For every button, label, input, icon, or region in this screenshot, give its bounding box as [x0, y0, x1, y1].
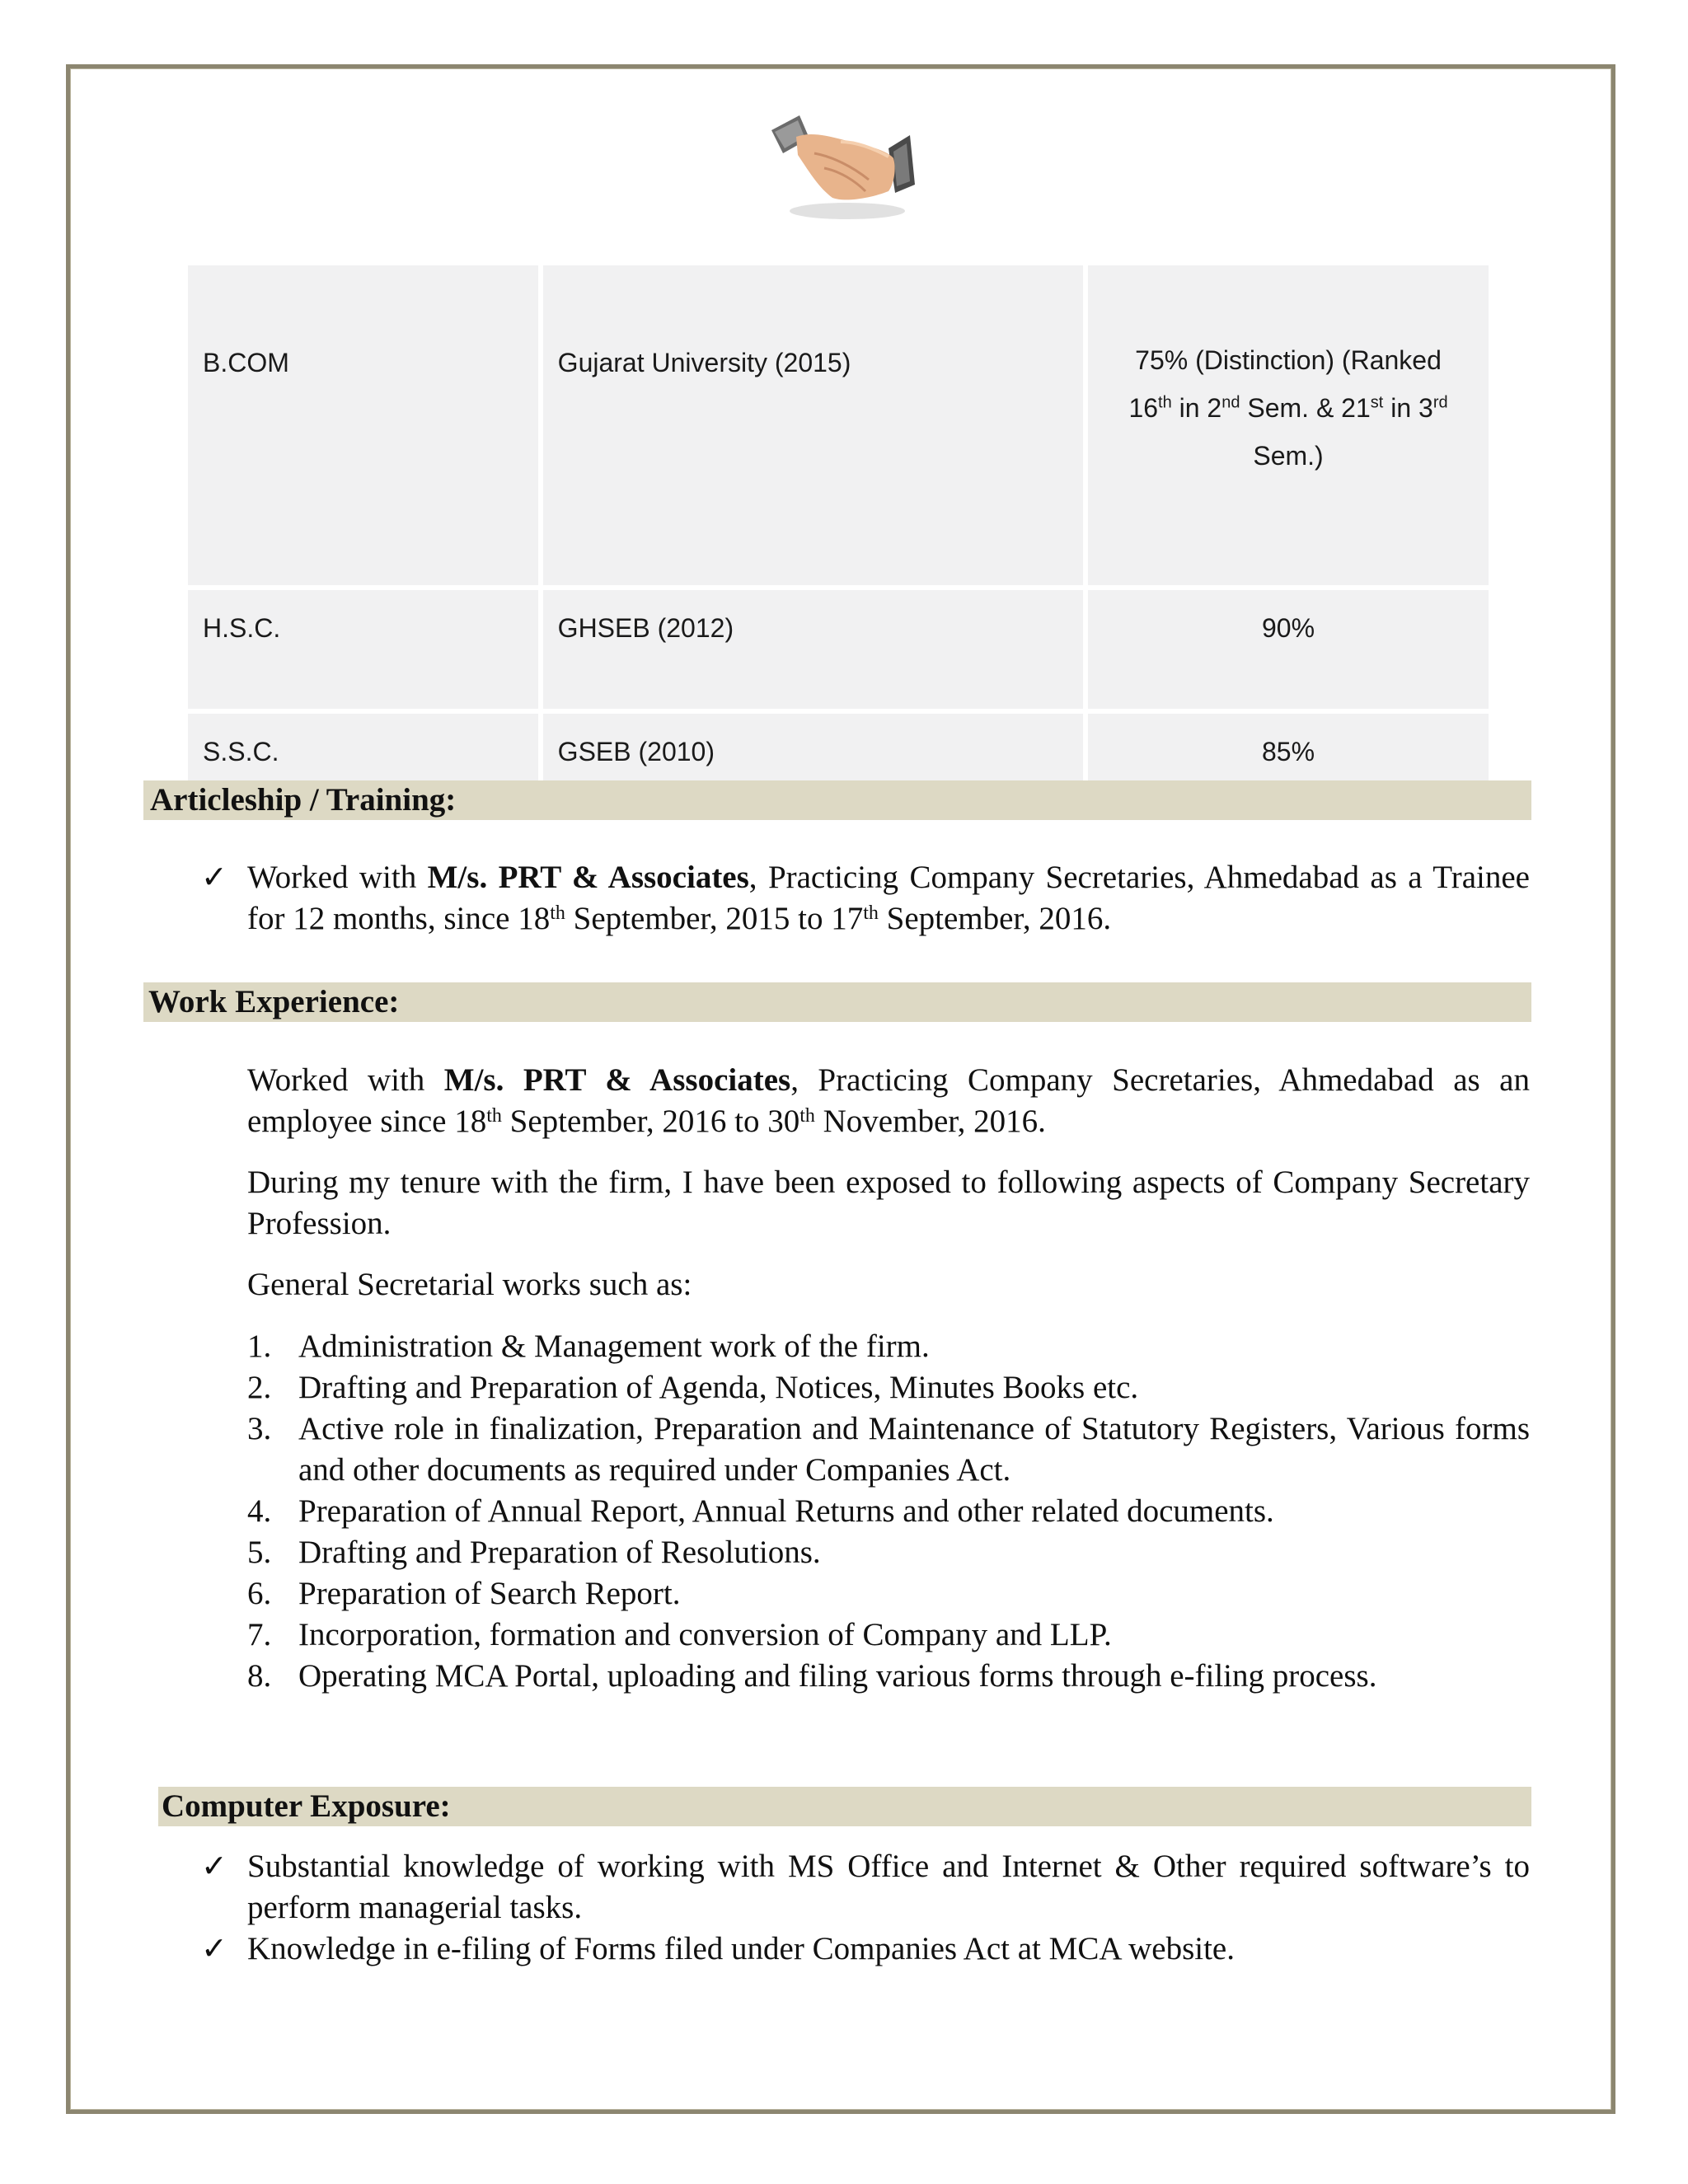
work-duties-list: [247, 1326, 1530, 1697]
handshake-icon: [765, 105, 921, 229]
check-icon: ✓: [201, 1932, 227, 1966]
list-item: 8. Operating MCA Portal, uploading and filing various forms through e-filing process.: [247, 1658, 1377, 1694]
check-icon: ✓: [201, 1849, 227, 1884]
result-cell: 75% (Distinction) (Ranked 16th in 2nd Sem. & 21st in 3rd Sem.): [1088, 265, 1489, 585]
qualification-cell: H.S.C.: [188, 590, 538, 709]
list-item: 5. Drafting and Preparation of Resolutions.: [247, 1535, 821, 1570]
list-item: 1. Administration & Management work of the firm.: [247, 1329, 930, 1364]
list-item: 4. Preparation of Annual Report, Annual Returns and other related documents.: [247, 1493, 1274, 1529]
articleship-text: Worked with M/s. PRT & Associates, Practicing Company Secretaries, Ahmedabad as a Trainee for 12 months, since 18th September, 2015 to 17th September, 2016.: [247, 860, 1530, 936]
education-table: [183, 260, 1493, 813]
board-cell: GHSEB (2012): [543, 590, 1083, 709]
board-cell: Gujarat University (2015): [543, 265, 1083, 585]
computer-item: Knowledge in e-filing of Forms filed under Companies Act at MCA website.: [247, 1931, 1235, 1966]
qualification-cell: B.COM: [188, 265, 538, 585]
board-cell: GSEB (2010): [543, 714, 1083, 808]
check-icon: ✓: [201, 860, 227, 895]
list-item: 6. Preparation of Search Report.: [247, 1576, 681, 1611]
table-row: [188, 590, 1489, 709]
work-experience-heading: Work Experience:: [143, 982, 1531, 1022]
table-row: [188, 265, 1489, 585]
list-item: 3. Active role in finalization, Preparation and Maintenance of Statutory Registers, Various forms and other documents as required under Companies Act.: [247, 1411, 1530, 1488]
work-tenure: During my tenure with the firm, I have been exposed to following aspects of Company Secretary Profession.: [247, 1165, 1530, 1241]
list-item: 2. Drafting and Preparation of Agenda, Notices, Minutes Books etc.: [247, 1370, 1139, 1405]
result-cell: 90%: [1088, 590, 1489, 709]
computer-item: Substantial knowledge of working with MS Office and Internet & Other required software’s to perform managerial tasks.: [247, 1849, 1530, 1925]
list-item: 7. Incorporation, formation and conversion of Company and LLP.: [247, 1617, 1112, 1652]
work-intro: Worked with M/s. PRT & Associates, Practicing Company Secretaries, Ahmedabad as an employee since 18th September, 2016 to 30th November, 2016.: [247, 1062, 1530, 1139]
result-cell: 85%: [1088, 714, 1489, 808]
articleship-heading: Articleship / Training:: [143, 780, 1531, 820]
qualification-cell: S.S.C.: [188, 714, 538, 808]
computer-exposure-heading: Computer Exposure:: [158, 1787, 1531, 1826]
work-general: General Secretarial works such as:: [247, 1267, 692, 1302]
